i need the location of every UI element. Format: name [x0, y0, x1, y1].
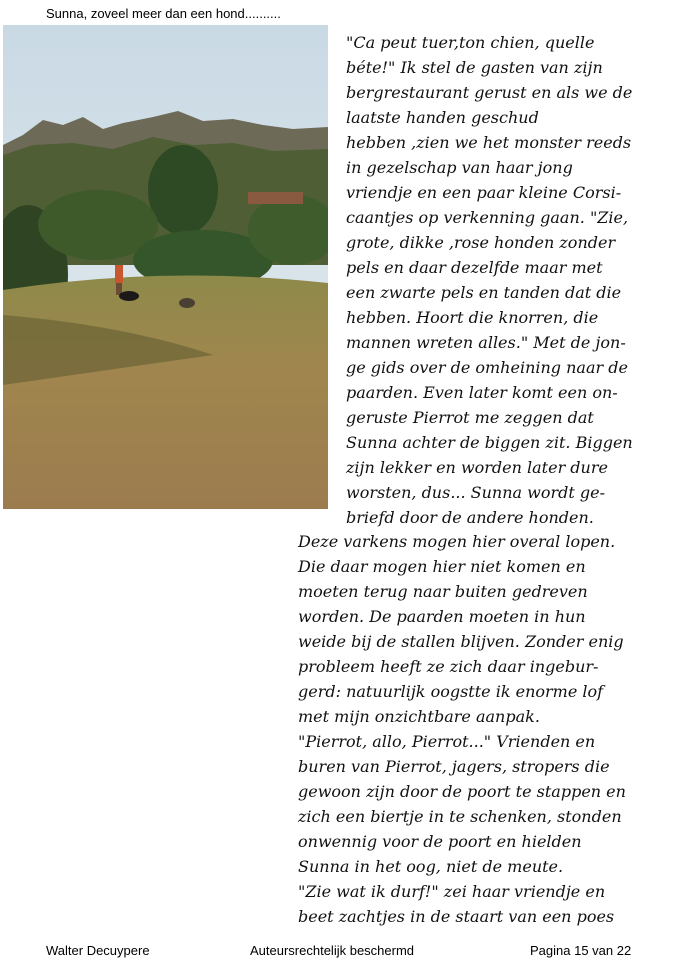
text-line: een zwarte pels en tanden dat die [346, 283, 622, 302]
text-column-right [346, 30, 633, 530]
text-line: vriendje en een paar kleine Corsi- [346, 183, 622, 202]
text-line: beet zachtjes in de staart van een poes [298, 907, 615, 926]
text-line: Die daar mogen hier niet komen en [298, 557, 586, 576]
text-line: Sunna achter de biggen zit. Biggen [346, 433, 633, 452]
text-line: gewoon zijn door de poort te stappen en [298, 782, 626, 801]
footer-copyright: Auteursrechtelijk beschermd [250, 943, 415, 958]
footer-page-number: Pagina 15 van 22 [530, 943, 632, 958]
text-line: moeten terug naar buiten gedreven [298, 582, 588, 601]
text-line: caantjes op verkenning gaan. "Zie, [346, 208, 629, 227]
text-line: Sunna in het oog, niet de meute. [298, 857, 564, 876]
landscape-photo [3, 25, 328, 509]
text-line: met mijn onzichtbare aanpak. [298, 707, 540, 726]
text-line: "Pierrot, allo, Pierrot..." Vrienden en [298, 732, 596, 751]
text-line: gerd: natuurlijk oogstte ik enorme lof [298, 682, 604, 701]
text-line: paarden. Even later komt een on- [346, 383, 618, 402]
text-column-full [298, 529, 626, 929]
text-line: laatste handen geschud [346, 108, 539, 127]
text-line: zijn lekker en worden later dure [346, 458, 608, 477]
text-line: worden. De paarden moeten in hun [298, 607, 586, 626]
text-line: mannen wreten alles." Met de jon- [346, 333, 626, 352]
text-line: béte!" Ik stel de gasten van zijn [346, 58, 603, 77]
text-line: hebben ,zien we het monster reeds [346, 133, 632, 152]
photo-dog-in-field [3, 25, 328, 509]
text-line: grote, dikke ,rose honden zonder [346, 233, 616, 252]
footer-author: Walter Decuypere [46, 943, 150, 958]
text-line: bergrestaurant gerust en als we de [346, 83, 633, 102]
text-line: geruste Pierrot me zeggen dat [346, 408, 594, 427]
text-line: "Ca peut tuer,ton chien, quelle [346, 33, 595, 52]
text-line: pels en daar dezelfde maar met [346, 258, 603, 277]
text-line: onwennig voor de poort en hielden [298, 832, 582, 851]
text-line: Deze varkens mogen hier overal lopen. [298, 532, 616, 551]
text-line: worsten, dus... Sunna wordt ge- [346, 483, 606, 502]
text-line: zich een biertje in te schenken, stonden [298, 807, 622, 826]
text-line: in gezelschap van haar jong [346, 158, 573, 177]
page-header: Sunna, zoveel meer dan een hond.......... [46, 6, 281, 21]
text-line: ge gids over de omheining naar de [346, 358, 628, 377]
text-line: "Zie wat ik durf!" zei haar vriendje en [298, 882, 606, 901]
text-line: buren van Pierrot, jagers, stropers die [298, 757, 610, 776]
text-line: probleem heeft ze zich daar ingebur- [298, 657, 599, 676]
text-line: weide bij de stallen blijven. Zonder enig [298, 632, 624, 651]
text-line: briefd door de andere honden. [346, 508, 594, 527]
text-line: hebben. Hoort die knorren, die [346, 308, 599, 327]
